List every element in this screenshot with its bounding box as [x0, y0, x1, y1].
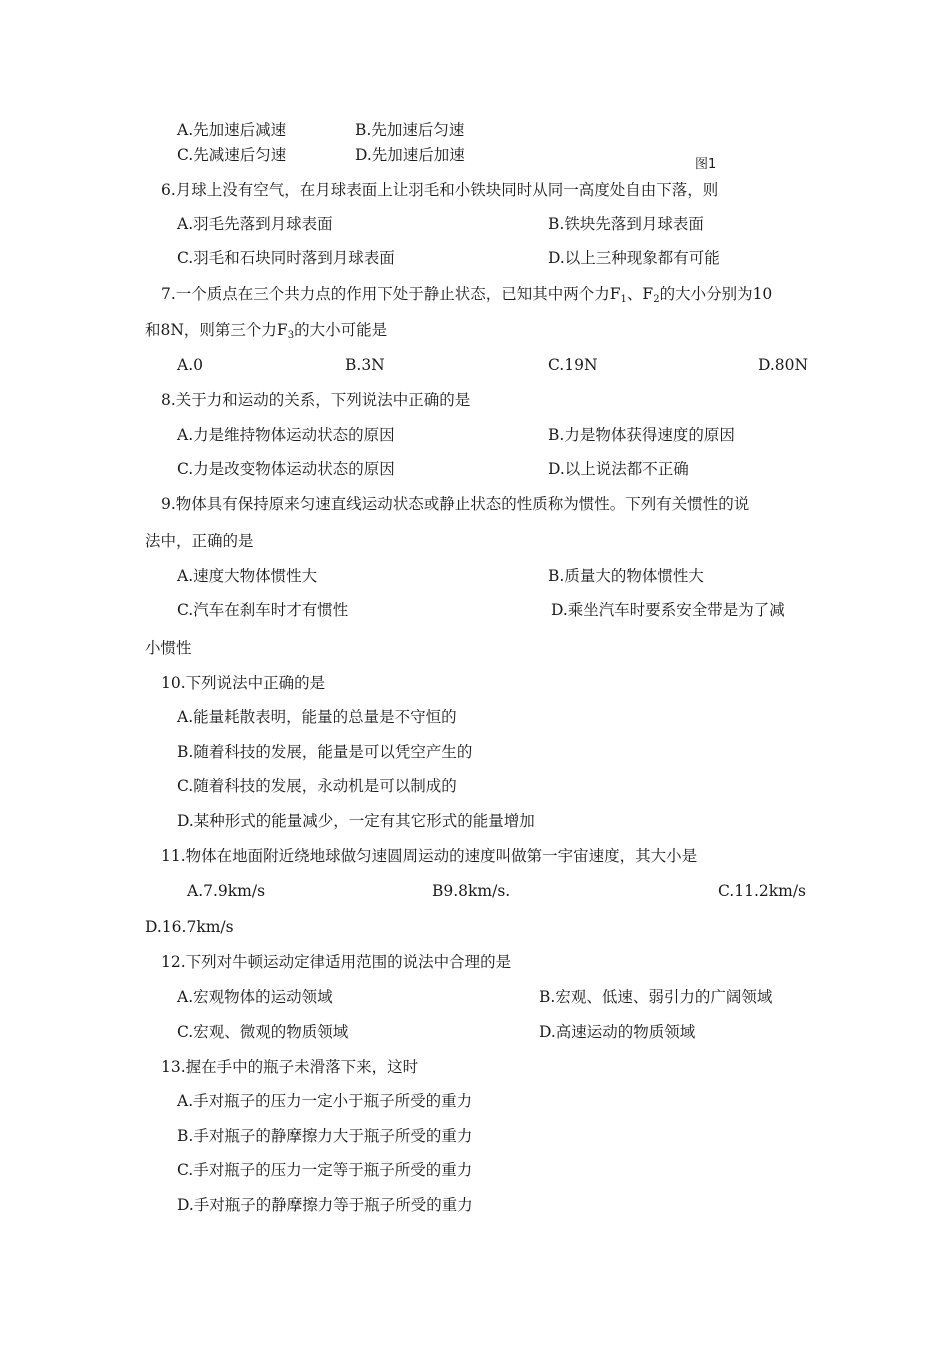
q12-option-c: C.宏观、微观的物质领域 [177, 1023, 349, 1041]
q12-option-a: A.宏观物体的运动领域 [177, 988, 333, 1006]
q7-stem-line2: 和8N，则第三个力$F_3$的大小可能是 [145, 321, 388, 341]
q7-stem-line1: 7.一个质点在三个共力点的作用下处于静止状态，已知其中两个力$F_1$、$F_2$的大小分别为10 [161, 285, 773, 305]
q6-option-b: B.铁块先落到月球表面 [548, 215, 704, 233]
q9-stem-line1: 9.物体具有保持原来匀速直线运动状态或静止状态的性质称为惯性。下列有关惯性的说 [161, 495, 750, 513]
q12-option-b: B.宏观、低速、弱引力的广阔领域 [539, 988, 773, 1006]
q10-option-a: A.能量耗散表明，能量的总量是不守恒的 [177, 708, 457, 726]
q11-option-d: D.16.7km/s [145, 918, 234, 936]
q11-stem: 11.物体在地面附近绕地球做匀速圆周运动的速度叫做第一宇宙速度，其大小是 [161, 847, 698, 865]
q12-stem: 12.下列对牛顿运动定律适用范围的说法中合理的是 [161, 953, 512, 971]
q9-stem-line2: 法中，正确的是 [145, 532, 254, 550]
q12-option-d: D.高速运动的物质领域 [539, 1023, 696, 1041]
q9-option-b: B.质量大的物体惯性大 [548, 567, 704, 585]
q10-option-b: B.随着科技的发展，能量是可以凭空产生的 [177, 743, 473, 761]
q9-option-a: A.速度大物体惯性大 [177, 567, 318, 585]
q5-option-a: A.先加速后减速 [177, 121, 287, 139]
q8-option-a: A.力是维持物体运动状态的原因 [177, 426, 395, 444]
q13-option-a: A.手对瓶子的压力一定小于瓶子所受的重力 [177, 1092, 473, 1110]
q5-option-b: B.先加速后匀速 [355, 121, 465, 139]
q8-option-c: C.力是改变物体运动状态的原因 [177, 460, 395, 478]
q11-option-b: B9.8km/s. [432, 882, 511, 900]
q9-option-d-continued: 小惯性 [145, 639, 192, 657]
q9-option-c: C.汽车在刹车时才有惯性 [177, 601, 349, 619]
q6-stem: 6.月球上没有空气，在月球表面上让羽毛和小铁块同时从同一高度处自由下落，则 [161, 181, 719, 199]
q7-option-d: D.80N [758, 356, 809, 374]
q8-stem: 8.关于力和运动的关系，下列说法中正确的是 [161, 391, 471, 409]
q10-stem: 10.下列说法中正确的是 [161, 674, 326, 692]
figure-label: 图1 [695, 157, 717, 172]
q13-option-c: C.手对瓶子的压力一定等于瓶子所受的重力 [177, 1161, 473, 1179]
q6-option-a: A.羽毛先落到月球表面 [177, 215, 333, 233]
q13-stem: 13.握在手中的瓶子未滑落下来，这时 [161, 1058, 419, 1076]
q8-option-d: D.以上说法都不正确 [548, 460, 689, 478]
q8-option-b: B.力是物体获得速度的原因 [548, 426, 735, 444]
q13-option-b: B.手对瓶子的静摩擦力大于瓶子所受的重力 [177, 1127, 473, 1145]
q7-option-a: A.0 [177, 356, 203, 374]
q7-option-b: B.3N [345, 356, 385, 374]
q11-option-a: A.7.9km/s [187, 882, 266, 900]
q10-option-d: D.某种形式的能量减少，一定有其它形式的能量增加 [177, 812, 535, 830]
q6-option-c: C.羽毛和石块同时落到月球表面 [177, 249, 395, 267]
q11-option-c: C.11.2km/s [718, 882, 807, 900]
q13-option-d: D.手对瓶子的静摩擦力等于瓶子所受的重力 [177, 1196, 473, 1214]
q7-option-c: C.19N [548, 356, 598, 374]
q6-option-d: D.以上三种现象都有可能 [548, 249, 720, 267]
q10-option-c: C.随着科技的发展，永动机是可以制成的 [177, 777, 457, 795]
q5-option-d: D.先加速后加速 [355, 146, 465, 164]
q5-option-c: C.先减速后匀速 [177, 146, 287, 164]
q9-option-d: D.乘坐汽车时要系安全带是为了减 [551, 601, 785, 619]
